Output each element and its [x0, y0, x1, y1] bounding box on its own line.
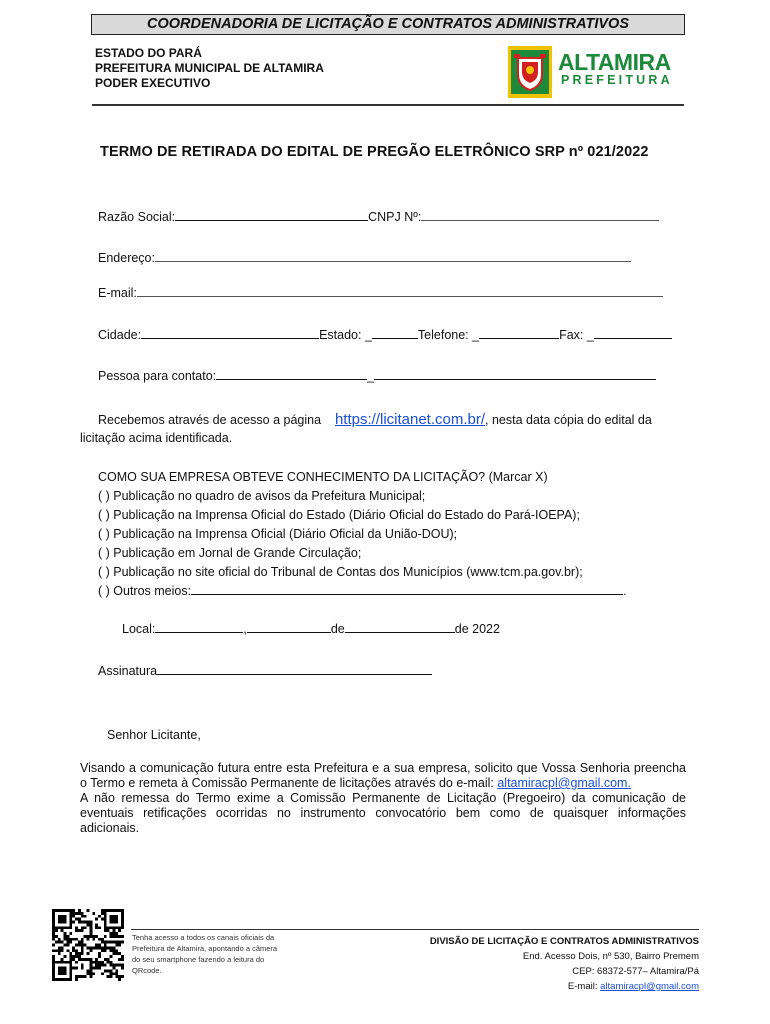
coordination-banner: COORDENADORIA DE LICITAÇÃO E CONTRATOS ADMINISTRATIVOS	[91, 14, 685, 35]
header-municipality: PREFEITURA MUNICIPAL DE ALTAMIRA	[95, 61, 324, 75]
closing-text	[80, 761, 686, 836]
contato-separator: _	[367, 369, 375, 383]
qr-code-icon	[52, 909, 124, 981]
local-label: Local:	[122, 622, 156, 636]
email-field[interactable]	[137, 285, 663, 297]
closing-email-link[interactable]: altamiracpl@gmail.com.	[497, 776, 631, 790]
receipt-line-1	[98, 410, 686, 430]
telefone-label: Telefone: _	[417, 328, 480, 342]
closing-paragraph-2: A não remessa do Termo exime a Comissão Permanente de Licitação (Pregoeiro) da comunicação de eventuais retificações ocorridas no instrumento convocatório bem como de quaisquer informações adicionais.	[80, 791, 686, 835]
assinatura-field[interactable]	[157, 663, 432, 675]
endereco-field[interactable]	[155, 250, 631, 262]
option-item[interactable]: ( ) Publicação no site oficial do Tribunal de Contas dos Municípios (www.tcm.pa.gov.br);	[98, 565, 583, 579]
option-item[interactable]: ( ) Publicação na Imprensa Oficial do Estado (Diário Oficial do Estado do Pará-IOEPA);	[98, 508, 580, 522]
coat-of-arms-icon	[508, 46, 552, 98]
receipt-line-2: licitação acima identificada.	[80, 431, 233, 445]
option-item[interactable]: ( ) Publicação no quadro de avisos da Prefeitura Municipal;	[98, 489, 426, 503]
receipt-text-after: , nesta data cópia do edital da	[485, 413, 652, 427]
salutation: Senhor Licitante,	[107, 728, 201, 742]
footer-contact	[380, 934, 699, 994]
contato-row	[98, 368, 656, 383]
header-branch: PODER EXECUTIVO	[95, 76, 211, 90]
assinatura-label: Assinatura	[98, 664, 158, 678]
outros-label[interactable]: ( ) Outros meios:	[98, 584, 192, 598]
assinatura-row	[98, 663, 432, 678]
email-row	[98, 285, 663, 300]
local-field[interactable]	[155, 621, 243, 633]
cidade-field[interactable]	[141, 327, 319, 339]
header-institution	[95, 46, 324, 91]
local-comma: ,	[243, 622, 247, 636]
endereco-label: Endereço:	[98, 251, 155, 265]
outros-end: .	[623, 584, 627, 598]
altamira-logo	[508, 46, 678, 98]
logo-subtitle: PREFEITURA	[561, 73, 673, 87]
fax-field[interactable]	[594, 327, 672, 339]
month-field[interactable]	[345, 621, 455, 633]
contato-field-1[interactable]	[216, 368, 367, 380]
local-row	[122, 621, 500, 636]
razao-social-label: Razão Social:	[98, 210, 176, 224]
logo-name: ALTAMIRA	[558, 49, 671, 75]
footer-email-link[interactable]: altamiracpl@gmail.com	[600, 981, 699, 992]
receipt-text-before: Recebemos através de acesso a página	[98, 413, 322, 427]
qr-note: Tenha acesso a todos os canais oficiais da Prefeitura de Altamira, apontando a câmera do seu smartphone fazendo a leitura do QRcode.	[132, 933, 278, 975]
local-de: de	[330, 622, 345, 636]
contato-label: Pessoa para contato:	[98, 369, 217, 383]
document-title: TERMO DE RETIRADA DO EDITAL DE PREGÃO ELETRÔNICO SRP nº 021/2022	[100, 144, 649, 160]
footer-email-row	[380, 979, 699, 994]
email-label: E-mail:	[98, 286, 137, 300]
estado-label: Estado: _	[319, 328, 372, 342]
closing-paragraph-1: Visando a comunicação futura entre esta Prefeitura e a sua empresa, solicito que Vossa Senhoria preencha o Termo e remeta à Comissão Permanente de licitações através do e-mail:	[80, 761, 686, 790]
footer-email-label: E-mail:	[567, 981, 601, 992]
footer-address: End. Acesso Dois, nº 530, Bairro Premem	[522, 951, 699, 962]
options-question: COMO SUA EMPRESA OBTEVE CONHECIMENTO DA LICITAÇÃO? (Marcar X)	[98, 470, 548, 484]
header-divider	[92, 104, 684, 106]
footer-cep: CEP: 68372-577– Altamira/Pá	[572, 966, 699, 977]
option-item[interactable]: ( ) Publicação na Imprensa Oficial (Diário Oficial da União-DOU);	[98, 527, 458, 541]
fax-label: Fax: _	[559, 328, 594, 342]
day-field[interactable]	[247, 621, 331, 633]
knowledge-options	[98, 468, 627, 601]
contato-field-2[interactable]	[374, 368, 656, 380]
option-outros	[98, 582, 627, 601]
endereco-row	[98, 250, 631, 265]
licitanet-link[interactable]: https://licitanet.com.br/	[334, 411, 486, 428]
footer-divider	[131, 929, 699, 930]
footer-division: DIVISÃO DE LICITAÇÃO E CONTRATOS ADMINISTRATIVOS	[429, 936, 699, 947]
razao-cnpj-row	[98, 209, 659, 224]
cidade-row	[98, 327, 672, 342]
outros-field[interactable]	[191, 583, 623, 595]
telefone-field[interactable]	[479, 327, 559, 339]
cidade-label: Cidade:	[98, 328, 142, 342]
local-year: de 2022	[454, 622, 500, 636]
estado-field[interactable]	[372, 327, 418, 339]
razao-social-field[interactable]	[175, 209, 368, 221]
option-item[interactable]: ( ) Publicação em Jornal de Grande Circulação;	[98, 546, 362, 560]
header-state: ESTADO DO PARÁ	[95, 46, 202, 60]
cnpj-label: CNPJ Nº:	[368, 210, 422, 224]
cnpj-field[interactable]	[421, 209, 659, 221]
